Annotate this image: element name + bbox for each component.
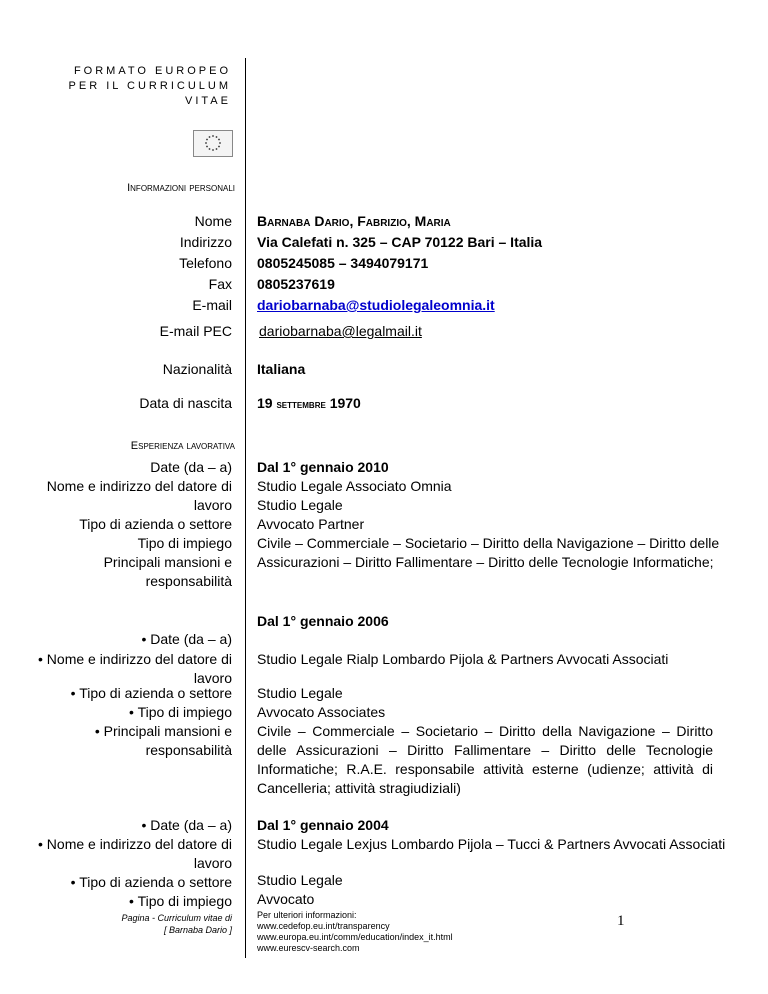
email-label: E-mail [192,297,232,313]
birth-month: settembre [276,397,326,411]
job2-date-label: • Date (da – a) [141,631,232,647]
job1-date: Dal 1° gennaio 2010 [257,459,389,475]
fax-label: Fax [208,276,232,292]
job2-sector: Studio Legale [257,685,343,701]
cv-title-line1: FORMATO EUROPEO [73,65,231,77]
cv-format-title [69,64,231,109]
job2-values [257,684,713,798]
job3-type: Avvocato [257,891,315,907]
job3-values [257,816,725,854]
phone-value: 0805245085 – 3494079171 [257,255,429,271]
birth-year: 1970 [329,395,361,411]
cv-title-line3: VITAE [185,95,231,107]
job3-sector: Studio Legale [257,872,343,888]
job1-duties: Civile – Commerciale – Societario – Diritto della Navigazione – Diritto delle Assicurazioni – Diritto Fallimentare – Diritto delle Tecnologie Informatiche; [257,535,720,570]
job2-sector-label: • Tipo di azienda o settore [70,685,232,701]
footer-link-cedefop[interactable]: www.cedefop.eu.int/transparency [257,921,390,931]
birth-day: 19 [257,395,273,411]
job3-date-label: • Date (da – a) [141,817,232,833]
birth-label: Data di nascita [139,395,232,411]
job1-date-label: Date (da – a) [150,459,232,475]
footer-page-line1: Pagina - Curriculum vitae di [121,913,232,923]
address-value: Via Calefati n. 325 – CAP 70122 Bari – Italia [257,234,543,250]
job1-type: Avvocato Partner [257,516,365,532]
footer-page-line2: [ Barnaba Dario ] [163,925,232,935]
pec-label: E-mail PEC [159,323,232,339]
job1-sector: Studio Legale [257,497,343,513]
job1-duties-label: Principali mansioni e responsabilità [103,554,232,589]
footer-more-info [257,910,453,954]
job3-sector-label: • Tipo di azienda o settore [70,874,232,890]
column-divider [245,58,246,958]
job2-duties: Civile – Commerciale – Societario – Diritto della Navigazione – Diritto delle Assicurazioni – Diritto Fallimentare – Diritto delle Tecnologie Informatiche; R.A.E. responsabile attività esterne (udienze; attività di Cancelleria; attività stragiudiziali) [257,723,713,796]
job2-duties-label: • Principali mansioni e responsabilità [94,723,232,758]
job3-labels [32,816,232,911]
eu-flag-icon [193,130,233,157]
footer-page-info [121,912,232,936]
name-label: Nome [194,213,232,229]
footer-link-europa[interactable]: www.europa.eu.int/comm/education/index_it.html [257,932,453,942]
nationality-value: Italiana [257,361,306,377]
job1-employer: Studio Legale Associato Omnia [257,478,452,494]
footer-info-title: Per ulteriori informazioni: [257,910,357,920]
name-value: Barnaba Dario, Fabrizio, Maria [257,213,451,229]
page-number: 1 [617,913,625,929]
job2-type: Avvocato Associates [257,704,386,720]
job3-employer-label: • Nome e indirizzo del datore di lavoro [38,836,232,871]
job3-date: Dal 1° gennaio 2004 [257,817,389,833]
email-link[interactable]: dariobarnaba@studiolegaleomnia.it [257,297,495,313]
job1-employer-label: Nome e indirizzo del datore di lavoro [46,478,232,513]
job3-employer: Studio Legale Lexjus Lombardo Pijola – Tucci & Partners Avvocati Associati [257,836,726,852]
job2-type-label: • Tipo di impiego [129,704,232,720]
job1-type-label: Tipo di impiego [137,535,232,551]
job2-labels [32,684,232,760]
phone-label: Telefono [179,255,232,271]
job3-type-label: • Tipo di impiego [129,893,232,909]
job2-date: Dal 1° gennaio 2006 [257,613,389,629]
job2-employer-label: • Nome e indirizzo del datore di lavoro [38,651,232,686]
cv-title-line2: PER IL CURRICULUM [68,80,231,92]
footer-link-eurescv[interactable]: www.eurescv-search.com [257,943,360,953]
job1-values [257,458,727,572]
address-label: Indirizzo [179,234,232,250]
birth-value [257,394,361,414]
job2-employer: Studio Legale Rialp Lombardo Pijola & Partners Avvocati Associati [257,651,669,667]
section-title-personal: Informazioni personali [127,182,235,194]
job3-values-2 [257,871,343,909]
pec-link[interactable]: dariobarnaba@legalmail.it [259,323,422,339]
fax-value: 0805237619 [257,276,335,292]
section-title-experience: Esperienza lavorativa [130,440,235,452]
job1-sector-label: Tipo di azienda o settore [79,516,232,532]
job1-labels [32,458,232,591]
nationality-label: Nazionalità [162,361,232,377]
